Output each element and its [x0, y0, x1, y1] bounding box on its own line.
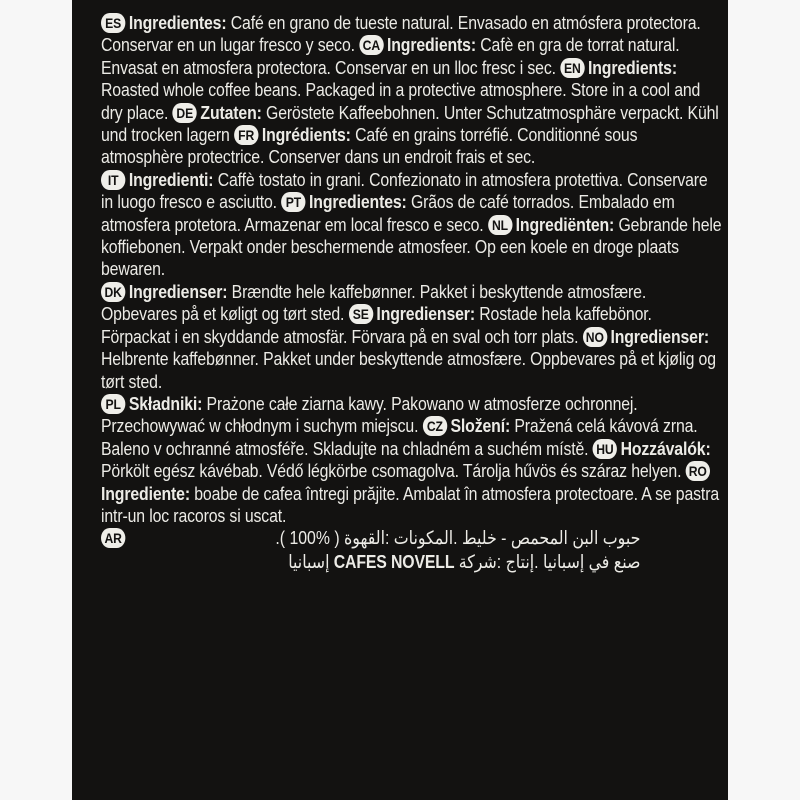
paragraph-it-pt-nl	[101, 169, 722, 281]
text-hu: Pörkölt egész kávébab. Védő légkörbe csomagolva. Tárolja hűvös és száraz helyen.	[101, 461, 686, 482]
keyword-ca: Ingredients:	[386, 35, 476, 56]
lang-badge-se: SE	[349, 304, 373, 324]
arabic-origin	[288, 551, 640, 573]
text-nl: Gebrande hele koffiebonen. Verpakt onder beschermende atmosfeer. Op een koele en droge plaats bewaren.	[101, 214, 722, 280]
text-dk: Brændte hele kaffebønner. Pakket i beskyttende atmosfære. Opbevares på et køligt og tørt sted.	[101, 281, 647, 325]
package-label	[72, 0, 728, 800]
text-no: Helbrente kaffebønner. Pakket under beskyttende atmosfære. Oppbevares på et kjølig og tørt sted.	[101, 349, 716, 392]
arabic-line-1	[101, 527, 722, 551]
keyword-se: Ingredienser:	[376, 304, 475, 325]
lang-badge-pt: PT	[281, 192, 305, 212]
left-background	[0, 0, 72, 800]
text-fr: Café en grains torréfié. Conditionné sous atmosphère protectrice. Conserver dans un endroit frais et sec.	[101, 125, 638, 168]
keyword-es: Ingredientes:	[128, 13, 227, 33]
brand-name: CAFES NOVELL	[333, 552, 455, 573]
text-pt: Grãos de café torrados. Embalado em atmosfera protetora. Armazenar em local fresco e seco.	[101, 192, 675, 235]
lang-badge-no: NO	[583, 327, 607, 347]
keyword-nl: Ingrediënten:	[515, 214, 615, 235]
lang-badge-dk: DK	[101, 282, 125, 302]
lang-badge-es: ES	[101, 13, 125, 33]
text-cz: Pražená celá kávová zrna. Baleno v ochranné atmosféře. Skladujte na chladném a suchém místě.	[101, 416, 698, 459]
keyword-cz: Složení:	[450, 416, 511, 437]
keyword-pt: Ingredientes:	[309, 192, 407, 213]
lang-badge-ro: RO	[686, 461, 710, 481]
paragraph-dk-se-no	[101, 281, 722, 393]
lang-badge-cz: CZ	[423, 416, 447, 436]
keyword-hu: Hozzávalók:	[620, 438, 711, 459]
ingredients-text	[101, 12, 722, 575]
lang-badge-en: EN	[560, 58, 584, 78]
keyword-dk: Ingredienser:	[128, 281, 228, 302]
lang-badge-it: IT	[101, 170, 125, 190]
lang-badge-ar: AR	[101, 528, 125, 548]
text-de: Geröstete Kaffeebohnen. Unter Schutzatmosphäre verpackt. Kühl und trocken lagern	[101, 102, 719, 146]
lang-badge-de: DE	[173, 103, 197, 123]
text-en: Roasted whole coffee beans. Packaged in a protective atmosphere. Store in a cool and dry place.	[101, 80, 701, 123]
text-it: Caffè tostato in grani. Confezionato in atmosfera protettiva. Conservare in luogo fresco e asciutto.	[101, 169, 708, 213]
lang-badge-pl: PL	[101, 394, 125, 414]
lang-badge-ca: CA	[359, 35, 383, 55]
right-background	[728, 0, 800, 800]
text-pl: Prażone całe ziarna kawy. Pakowano w atmosferze ochronnej. Przechowywać w chłodnym i suchym miejscu.	[101, 393, 638, 437]
keyword-pl: Składniki:	[128, 393, 203, 414]
arabic-origin-pre: صنع في إسبانيا .إنتاج :شركة	[458, 552, 641, 573]
lang-badge-fr: FR	[234, 125, 258, 145]
arabic-ingredients: حبوب البن المحمص - خليط .المكونات :القهوة ( %100 ).	[275, 528, 641, 549]
keyword-no: Ingredienser:	[610, 326, 710, 347]
keyword-it: Ingredienti:	[128, 169, 214, 190]
arabic-line-2	[101, 551, 722, 575]
keyword-ro: Ingrediente:	[101, 483, 190, 504]
text-ro: boabe de cafea întregi prăjite. Ambalat în atmosfera protectoare. A se pastra intr-un loc racoros si uscat.	[101, 483, 719, 526]
lang-badge-hu: HU	[593, 439, 617, 459]
text-es: Café en grano de tueste natural. Envasado en atmósfera protectora. Conservar en un lugar fresco y seco.	[101, 13, 701, 56]
keyword-fr: Ingrédients:	[261, 125, 351, 146]
keyword-de: Zutaten:	[200, 102, 262, 123]
text-ca: Cafè en gra de torrat natural. Envasat en atmosfera protectora. Conservar en un lloc fresc i sec.	[101, 35, 680, 78]
lang-badge-nl: NL	[488, 215, 512, 235]
text-se: Rostade hela kaffebönor. Förpackat i en skyddande atmosfär. Förvara på en sval och torr plats.	[101, 304, 652, 347]
paragraph-es-ca-en-de	[101, 12, 722, 169]
paragraph-pl-cz-hu-ro	[101, 393, 722, 527]
keyword-en: Ingredients:	[587, 57, 677, 78]
arabic-origin-post: إسبانيا	[288, 552, 330, 573]
